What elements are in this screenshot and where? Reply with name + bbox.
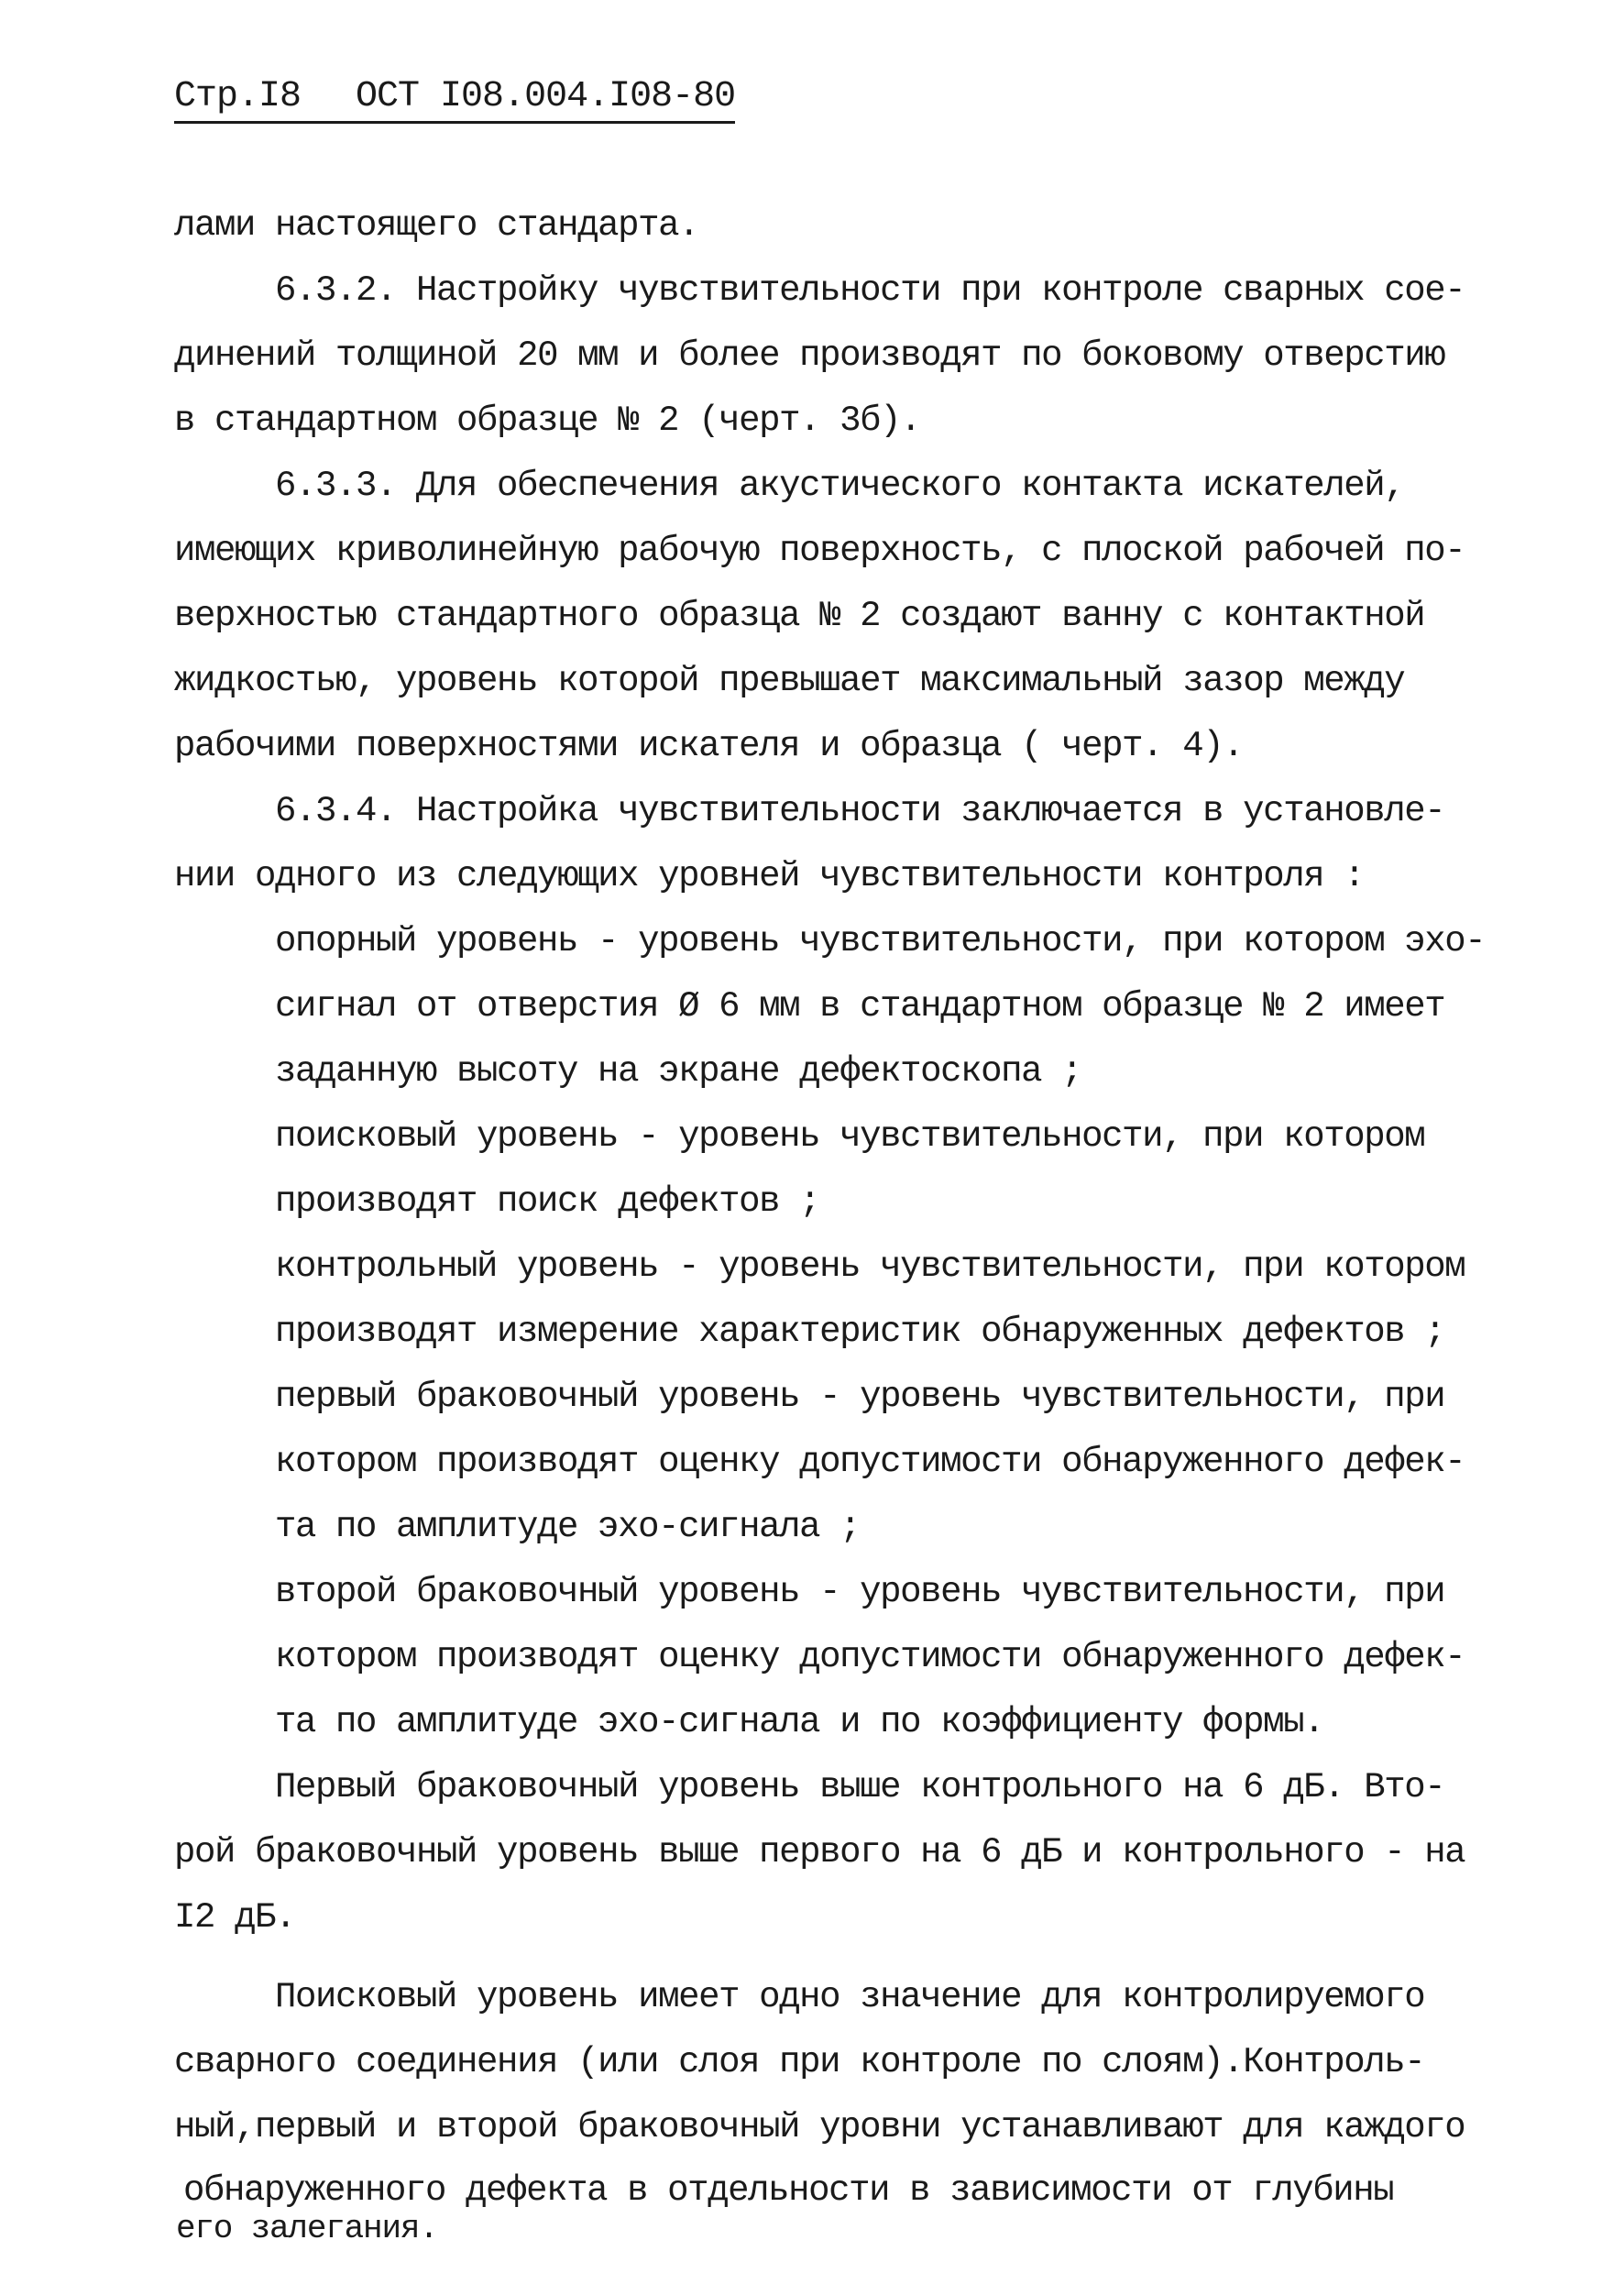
text-line: в стандартном образце № 2 (черт. 3б). [174,401,921,441]
standard-code: ОСТ I08.004.I08-80 [356,76,736,117]
text-line: котором производят оценку допустимости обнаруженного дефек- [275,1637,1465,1677]
text-line: первый браковочный уровень - уровень чувствительности, при [275,1377,1445,1417]
text-line: ный,первый и второй браковочный уровни устанавливают для каждого [174,2107,1465,2147]
text-line: 6.3.4. Настройка чувствительности заключается в установле- [275,791,1445,831]
text-line: имеющих криволинейную рабочую поверхность, с плоской рабочей по- [174,531,1465,571]
text-line: рабочими поверхностями искателя и образца ( черт. 4). [174,726,1244,766]
text-line: поисковый уровень - уровень чувствительности, при котором [275,1116,1425,1157]
text-line: Поисковый уровень имеет одно значение для контролируемого [275,1977,1425,2017]
page-number: Стр.I8 [174,76,302,117]
text-line: динений толщиной 20 мм и более производят по боковому отверстию [174,335,1445,376]
text-line: 6.3.3. Для обеспечения акустического контакта искателей, [275,466,1405,506]
text-line: его залегания. [176,2210,438,2247]
text-line: та по амплитуде эхо-сигнала ; [275,1507,861,1547]
text-line: I2 дБ. [174,1897,296,1938]
text-line: заданную высоту на экране дефектоскопа ; [275,1051,1082,1092]
text-line: сигнал от отверстия Ø 6 мм в стандартном образце № 2 имеет [275,986,1445,1027]
text-line: второй браковочный уровень - уровень чувствительности, при [275,1572,1445,1612]
text-line: лами настоящего стандарта. [174,205,699,246]
text-line: верхностью стандартного образца № 2 создают ванну с контактной [174,596,1425,636]
text-line: рой браковочный уровень выше первого на 6 дБ и контрольного - на [174,1832,1465,1872]
text-line: обнаруженного дефекта в отдельности в зависимости от глубины [183,2170,1394,2211]
text-line: 6.3.2. Настройку чувствительности при контроле сварных сое- [275,270,1465,311]
text-line: контрольный уровень - уровень чувствительности, при котором [275,1246,1465,1287]
text-line: сварного соединения (или слоя при контроле по слоям).Контроль- [174,2042,1425,2082]
text-line: котором производят оценку допустимости обнаруженного дефек- [275,1442,1465,1482]
text-line: жидкостью, уровень которой превышает максимальный зазор между [174,661,1405,701]
text-line: нии одного из следующих уровней чувствительности контроля : [174,856,1365,896]
text-line: та по амплитуде эхо-сигнала и по коэффициенту формы. [275,1702,1324,1742]
text-line: производят измерение характеристик обнаруженных дефектов ; [275,1312,1445,1352]
text-line: Первый браковочный уровень выше контрольного на 6 дБ. Вто- [275,1767,1445,1807]
page-header [174,75,735,124]
text-line: производят поиск дефектов ; [275,1181,820,1222]
text-line: опорный уровень - уровень чувствительности, при котором эхо- [275,921,1486,961]
